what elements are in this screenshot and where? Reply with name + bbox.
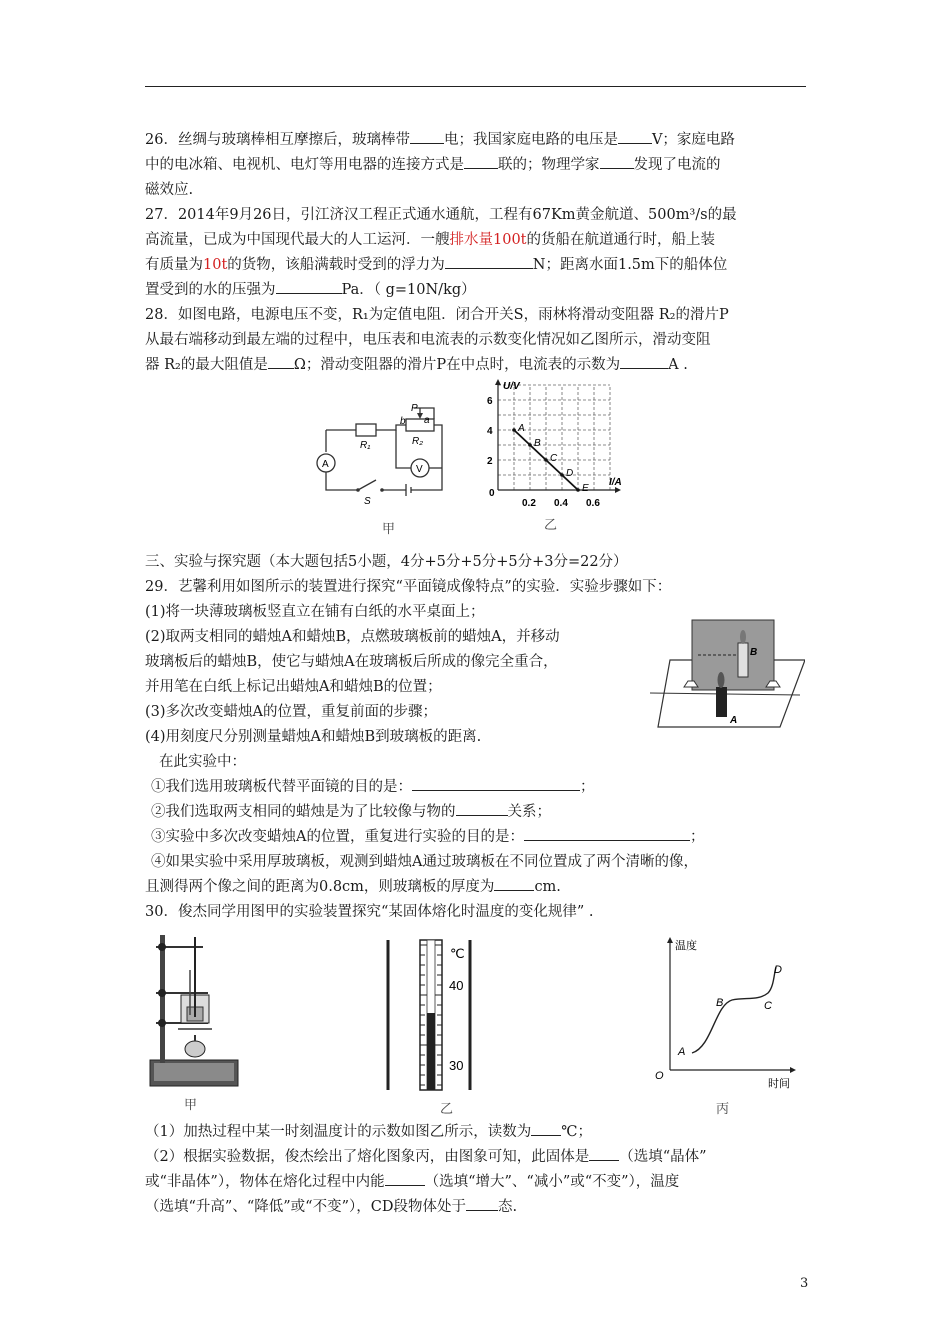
graph-xlabel: I/A [609, 477, 622, 488]
circuit-diagram [316, 400, 466, 535]
caption-bing-30: 丙 [716, 1102, 730, 1117]
curve-point-d: D [774, 964, 782, 976]
point-label: E [582, 483, 589, 494]
label-r1: R₁ [360, 440, 371, 451]
data-point [528, 443, 532, 447]
caption-yi-28: 乙 [544, 518, 558, 533]
curve-origin: O [655, 1070, 664, 1082]
curve-point-b: B [716, 997, 724, 1009]
voltmeter-icon: V [416, 464, 423, 475]
data-point [544, 458, 548, 462]
point-label: C [550, 453, 558, 464]
question-29: 29．艺馨利用如图所示的装置进行探究“平面镜成像特点”的实验．实验步骤如下： (1)将一块薄玻璃板竖直立在铺有白纸的水平桌面上； (2)取两支相同的蜡烛A和蜡烛B，点燃玻璃板前的蜡烛A，并移动 玻璃板后的蜡烛B，使它与蜡烛A在玻璃板后所成的像完全重合， 并用笔在白纸上标记出蜡烛A和蜡烛B的位置； (3)多次改变蜡烛A的位置，重复前面的步骤； (4)用刻度尺分别测量蜡烛A和蜡烛B到玻璃板的距离. 在此实验中： ①我们选用玻璃板代替平面镜的目的是： ； ②我们选取两支相同的蜡烛是为了比较像与物的 关系； ③实验中多次改变蜡烛A的位置，重复进行实验的目的是： ； ④如果实验中采用厚玻璃板，观测到蜡烛A通过玻璃板在不同位置成了两个清晰的像， 且测得两个像之间的距离为0.8cm，则玻璃板的厚度为 cm. [145, 579, 705, 895]
y-tick-label: 4 [487, 426, 493, 437]
page-number: 3 [800, 1276, 809, 1291]
point-label: D [566, 468, 574, 479]
caption-jia-30: 甲 [184, 1098, 198, 1113]
ui-graph [483, 375, 633, 515]
thermo-label-40: 40 [449, 978, 464, 993]
question-27: 27．2014年9月26日，引江济汉工程正式通水通航，工程有67Km黄金航道、500m³/s的最 高流量，已成为中国现代最大的人工运河．一艘排水量100t的货船在航道通行时，船上装 有质量为10t的货物，该船满载时受到的浮力为 N；距离水面1.5m下的船体位 置受到的水的压强为 Pa．（ g=10N/kg） [145, 207, 737, 298]
question-26: 26．丝绸与玻璃棒相互摩擦后，玻璃棒带 电；我国家庭电路的电压是 V；家庭电路 中的电冰箱、电视机、电灯等用电器的连接方式是 联的；物理学家 发现了电流的 磁效应. [145, 128, 810, 203]
x-tick-label: 0.6 [586, 498, 600, 509]
section-3-title: 三、实验与探究题（本大题包括5小题，4分+5分+5分+5分+3分=22分） [145, 554, 628, 570]
data-point [512, 428, 516, 432]
question-30-intro: 30．俊杰同学用图甲的实验装置探究“某固体熔化时温度的变化规律” . [145, 904, 594, 920]
curve-xlabel: 时间 [768, 1078, 790, 1090]
ammeter-icon: A [322, 459, 329, 470]
label-switch: S [364, 496, 371, 507]
label-r2: R₂ [412, 436, 424, 447]
thermo-label-30: 30 [449, 1058, 464, 1073]
curve-ylabel: 温度 [675, 940, 697, 952]
y-tick-label: 2 [487, 456, 493, 467]
melting-curve-figure [650, 935, 800, 1090]
question-30-parts: （1）加热过程中某一时刻温度计的示数如图乙所示，读数为 ℃； （2）根据实验数据，俊杰绘出了熔化图象丙，由图象可知，此固体是 （选填“晶体” 或“非晶体”），物体在熔化过程中内能 （选填“增大”、“减小”或“不变”），温度 （选填“升高”、“降低”或“不变”），CD段物体处于 态. [145, 1120, 810, 1220]
data-point [576, 488, 580, 492]
mirror-experiment-figure [640, 615, 805, 730]
label-candle-b: B [750, 647, 758, 658]
graph-ylabel: U/V [503, 381, 520, 392]
question-28: 28．如图电路，电源电压不变，R₁为定值电阻．闭合开关S，雨林将滑动变阻器 R₂的滑片P 从最右端移动到最左端的过程中，电压表和电流表的示数变化情况如乙图所示，滑动变阻 器 R₂的最大阻值是 Ω；滑动变阻器的滑片P在中点时，电流表的示数为 A . [145, 307, 729, 373]
graph-origin: 0 [489, 488, 495, 499]
label-b: b [400, 416, 406, 427]
point-label: A [518, 423, 525, 434]
label-p: P [411, 403, 418, 414]
y-tick-label: 6 [487, 396, 493, 407]
x-tick-label: 0.2 [522, 498, 536, 509]
header-rule [145, 86, 806, 87]
caption-jia-28: 甲 [382, 522, 396, 537]
thermo-unit: ℃ [450, 946, 465, 961]
caption-yi-30: 乙 [440, 1102, 454, 1117]
x-tick-label: 0.4 [554, 498, 568, 509]
data-point [560, 473, 564, 477]
point-label: B [534, 438, 541, 449]
curve-point-a: A [678, 1046, 686, 1058]
thermometer-figure [380, 935, 515, 1095]
curve-point-c: C [764, 1000, 772, 1012]
heating-apparatus-figure [148, 925, 243, 1090]
label-candle-a: A [730, 715, 738, 726]
label-a: a [424, 415, 430, 426]
